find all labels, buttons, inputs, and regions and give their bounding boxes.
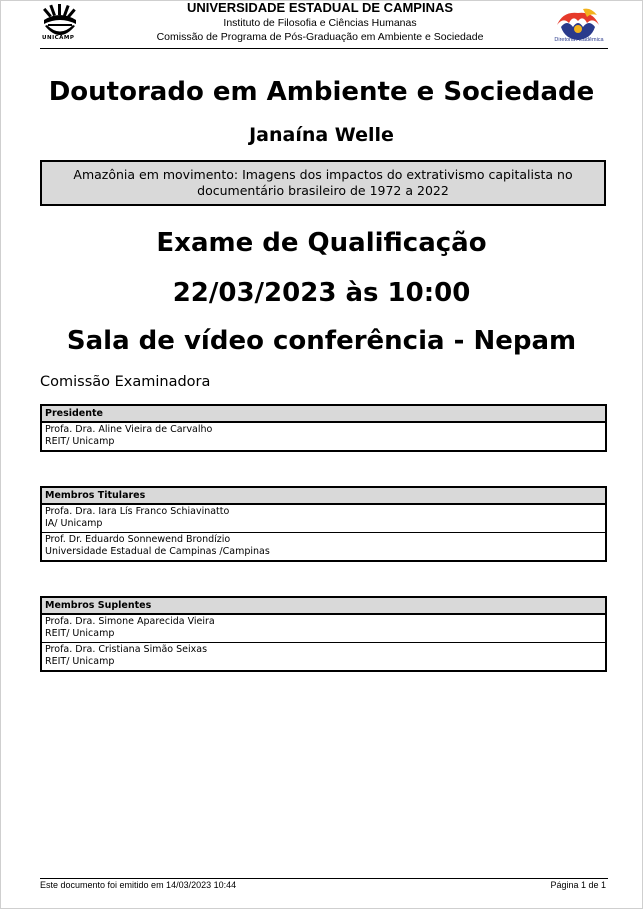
exam-datetime: 22/03/2023 às 10:00	[172, 278, 471, 308]
table-row	[41, 614, 606, 643]
dac-logo-text: Diretoria Acadêmica	[554, 37, 604, 43]
thesis-title-box	[40, 160, 606, 206]
member-name: Profa. Dra. Aline Vieira de Carvalho	[45, 424, 213, 435]
member-name: Profa. Dra. Iara Lís Franco Schiavinatto	[45, 506, 230, 517]
titular-members-table	[40, 486, 607, 562]
committee-title: Comissão Examinadora	[40, 374, 211, 390]
exam-room: Sala de vídeo conferência - Nepam	[66, 326, 577, 356]
member-affiliation: Universidade Estadual de Campinas /Campinas	[45, 546, 270, 557]
institute-name: Instituto de Filosofia e Ciências Humanas	[223, 17, 417, 29]
thesis-title: Amazônia em movimento: Imagens dos impactos do extrativismo capitalista no documentário brasileiro de 1972 a 2022	[73, 167, 573, 198]
titular-heading: Membros Titulares	[41, 487, 606, 504]
member-affiliation: REIT/ Unicamp	[45, 628, 115, 639]
member-affiliation: REIT/ Unicamp	[45, 656, 115, 667]
member-cell	[41, 643, 606, 672]
document-header	[120, 0, 520, 44]
member-affiliation: IA/ Unicamp	[45, 518, 103, 529]
table-row	[41, 422, 606, 451]
member-cell	[41, 422, 606, 451]
substitute-members-table	[40, 596, 607, 672]
page-number: Página 1 de 1	[550, 880, 606, 890]
president-table	[40, 404, 607, 452]
member-name: Profa. Dra. Cristiana Simão Seixas	[45, 644, 208, 655]
issue-timestamp: Este documento foi emitido em 14/03/2023 10:44	[40, 880, 237, 890]
member-name: Profa. Dra. Simone Aparecida Vieira	[45, 616, 215, 627]
program-title: Doutorado em Ambiente e Sociedade	[48, 77, 595, 107]
exam-type: Exame de Qualificação	[156, 228, 487, 258]
unicamp-logo-text: UNICAMP	[42, 35, 75, 41]
table-row	[41, 504, 606, 533]
member-cell	[41, 614, 606, 643]
table-row	[41, 643, 606, 672]
member-cell	[41, 504, 606, 533]
header-divider	[40, 48, 608, 49]
member-name: Prof. Dr. Eduardo Sonnewend Brondízio	[45, 534, 231, 545]
president-heading: Presidente	[41, 405, 606, 422]
member-affiliation: REIT/ Unicamp	[45, 436, 115, 447]
footer-divider	[40, 878, 608, 879]
table-row	[41, 533, 606, 562]
student-name: Janaína Welle	[249, 124, 394, 146]
member-cell	[41, 533, 606, 562]
university-name: UNIVERSIDADE ESTADUAL DE CAMPINAS	[186, 0, 454, 15]
substitutes-heading: Membros Suplentes	[41, 597, 606, 614]
commission-name: Comissão de Programa de Pós-Graduação em Ambiente e Sociedade	[156, 31, 484, 43]
